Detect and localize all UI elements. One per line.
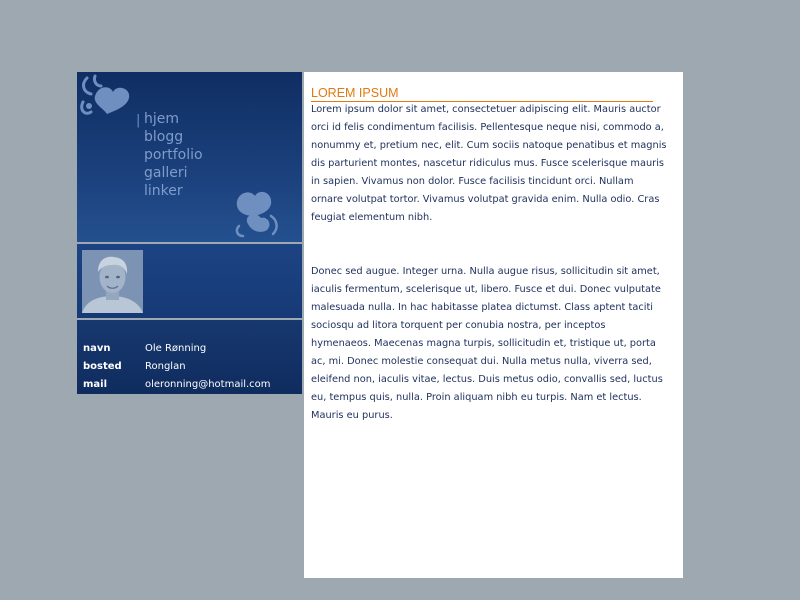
info-key: bosted: [83, 360, 122, 372]
nav-item-portfolio[interactable]: portfolio: [144, 147, 203, 163]
floral-ornament-icon: [77, 72, 133, 118]
photo-panel: [77, 244, 302, 318]
info-row-location: [83, 357, 271, 375]
info-value: Ronglan: [145, 360, 186, 372]
profile-info-table: [83, 339, 271, 393]
email-link[interactable]: oleronning@hotmail.com: [145, 378, 271, 390]
info-key: navn: [83, 342, 111, 354]
nav-item-linker[interactable]: linker: [144, 183, 183, 199]
content-panel: [304, 72, 683, 578]
nav-caret: |: [136, 113, 141, 128]
info-panel: [77, 320, 302, 394]
info-row-mail: [83, 375, 271, 393]
nav-menu: [144, 110, 203, 200]
nav-item-blogg[interactable]: blogg: [144, 129, 184, 145]
nav-item-hjem[interactable]: hjem: [144, 111, 180, 127]
floral-ornament-icon: [231, 186, 281, 238]
body-paragraph: Lorem ipsum dolor sit amet, consectetuer adipiscing elit. Mauris auctor orci id felis condimentum facilisis. Pellentesque neque nisi, commodo a, nonummy et, pretium nec, elit. Cum sociis natoque penatibus et magnis dis parturient montes, nascetur ridiculus mus. Fusce scelerisque mauris in sapien. Vivamus non dolor. Fusce facilisis tincidunt orci. Nullam ornare volutpat tortor. Vivamus volutpat gravida enim. Nulla odio. Cras feugiat elementum nibh.: [311, 104, 667, 223]
left-column: [77, 72, 302, 394]
info-row-name: [83, 339, 271, 357]
profile-photo: [82, 250, 143, 313]
info-value: Ole Rønning: [145, 342, 207, 354]
nav-item-galleri[interactable]: galleri: [144, 165, 188, 181]
page-title: LOREM IPSUM: [311, 86, 653, 102]
info-key: mail: [83, 378, 108, 390]
avatar: [82, 250, 143, 313]
body-paragraph: Donec sed augue. Integer urna. Nulla augue risus, sollicitudin sit amet, iaculis fermentum, scelerisque ut, libero. Fusce et dui. Donec vulputate malesuada nulla. In hac habitasse platea dictumst. Class aptent taciti sociosqu ad litora torquent per conubia nostra, per inceptos hymenaeos. Maecenas magna turpis, sollicitudin et, tristique ut, porta ac, mi. Donec molestie consequat dui. Nulla metus nulla, viverra sed, eleifend non, iaculis vitae, lectus. Duis metus odio, convallis sed, luctus eu, tempus quis, nulla. Proin aliquam nibh eu turpis. Nam et lectus. Mauris eu purus.: [311, 266, 663, 421]
nav-panel: [77, 72, 302, 242]
